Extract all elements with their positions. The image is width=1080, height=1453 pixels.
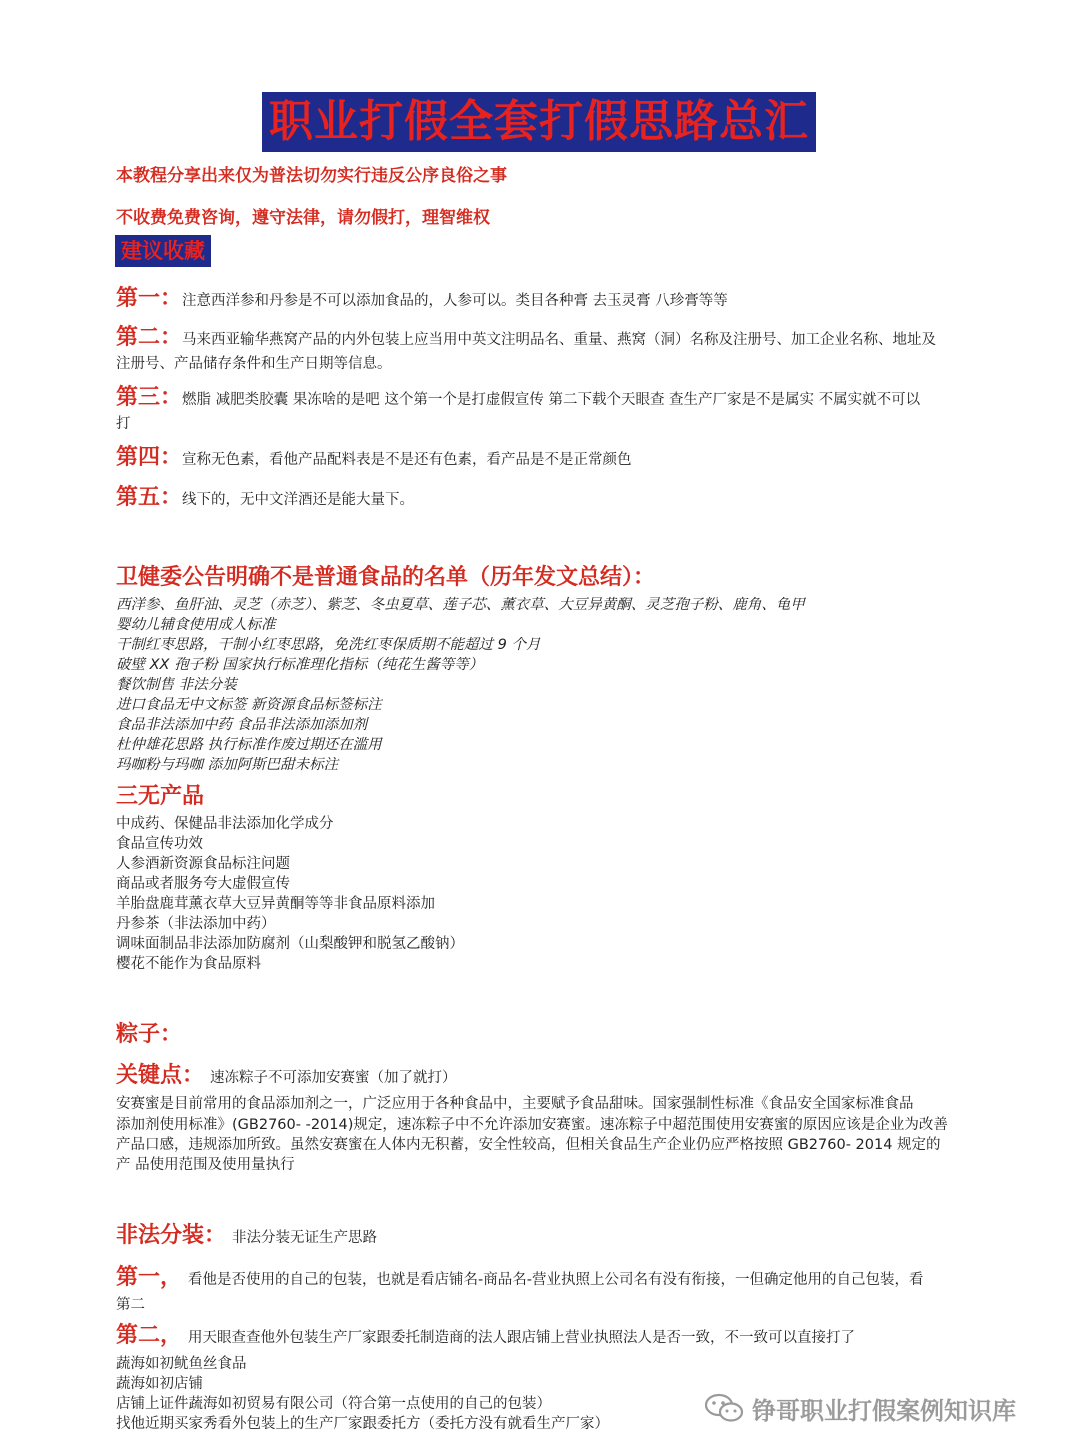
step-2-continued: 注册号、产品储存条件和生产日期等信息。 (116, 356, 392, 372)
page-title: 职业打假全套打假思路总汇 (262, 92, 816, 152)
weijian-item: 进口食品无中文标签 新资源食品标签标注 (116, 697, 382, 713)
feifa-step-2-text: 用天眼查查他外包装生产厂家跟委托制造商的法人跟店铺上营业执照法人是否一致，不一致可以直接打了 (188, 1330, 856, 1346)
feifa-heading-row (116, 1218, 377, 1249)
step-5-text: 线下的，无中文洋酒还是能大量下。 (182, 492, 415, 508)
zongzi-paragraph-line: 产品口感，违规添加所致。虽然安赛蜜在人体内无积蓄，安全性较高，但相关食品生产企业仍应严格按照 GB2760- 2014 规定的 (116, 1137, 941, 1153)
step-1 (116, 281, 728, 312)
feifa-step-1-continued: 第二 (116, 1297, 145, 1313)
bookmark-tag: 建议收藏 (115, 235, 211, 267)
wechat-icon (704, 1392, 744, 1430)
step-1-text: 注意西洋参和丹参是不可以添加食品的，人参可以。类目各种膏 去玉灵膏 八珍膏等等 (182, 293, 728, 309)
feifa-step-1-label: 第一， (116, 1265, 183, 1290)
feifa-step-1 (116, 1260, 923, 1291)
step-3-continued: 打 (116, 416, 131, 432)
sanwu-item: 食品宣传功效 (116, 836, 203, 852)
feifa-item: 蔬海如初鱿鱼丝食品 (116, 1356, 247, 1372)
step-2-label: 第二： (116, 325, 183, 350)
sanwu-item: 调味面制品非法添加防腐剂（山梨酸钾和脱氢乙酸钠） (116, 936, 464, 952)
feifa-item: 找他近期买家秀看外包装上的生产厂家跟委托方（委托方没有就看生产厂家） (116, 1416, 609, 1432)
weijian-item: 玛咖粉与玛咖 添加阿斯巴甜未标注 (116, 757, 339, 773)
watermark-text: 铮哥职业打假案例知识库 (752, 1397, 1016, 1425)
step-4 (116, 440, 632, 471)
step-2-text: 马来西亚输华燕窝产品的内外包装上应当用中英文注明品名、重量、燕窝（洞）名称及注册号、加工企业名称、地址及 (182, 332, 937, 348)
zongzi-key-point (116, 1058, 457, 1089)
weijian-item: 婴幼儿辅食使用成人标准 (116, 617, 276, 633)
step-4-label: 第四： (116, 445, 183, 470)
weijian-item: 干制红枣思路，干制小红枣思路，免洗红枣保质期不能超过 9 个月 (116, 637, 541, 653)
sanwu-item: 中成药、保健品非法添加化学成分 (116, 816, 334, 832)
feifa-item: 店铺上证件蔬海如初贸易有限公司（符合第一点使用的自己的包装） (116, 1396, 551, 1412)
feifa-step-1-text: 看他是否使用的自己的包装，也就是看店铺名-商品名-营业执照上公司名有没有衔接，一但确定他用的自己包装，看 (188, 1272, 924, 1288)
weijian-item: 破壁 XX 孢子粉 国家执行标准理化指标（纯花生酱等等） (116, 657, 484, 673)
sanwu-item: 丹参茶（非法添加中药） (116, 916, 276, 932)
sanwu-item: 羊胎盘鹿茸薰衣草大豆异黄酮等等非食品原料添加 (116, 896, 435, 912)
zongzi-paragraph-line: 产 品使用范围及使用量执行 (116, 1157, 295, 1173)
sanwu-heading: 三无产品 (116, 784, 205, 809)
sanwu-item: 商品或者服务夸大虚假宣传 (116, 876, 290, 892)
zongzi-paragraph-line: 安赛蜜是目前常用的食品添加剂之一，广泛应用于各种食品中，主要赋予食品甜味。国家强制性标准《食品安全国家标准食品 (116, 1096, 914, 1112)
feifa-step-2-label: 第二， (116, 1323, 183, 1348)
step-5 (116, 480, 414, 511)
step-3-text: 燃脂 减肥类胶囊 果冻啥的是吧 这个第一个是打虚假宣传 第二下载个天眼查 查生产厂家是不是属实 不属实就不可以 (182, 392, 921, 408)
sanwu-item: 樱花不能作为食品原料 (116, 956, 261, 972)
zongzi-key-text: 速冻粽子不可添加安赛蜜（加了就打） (210, 1070, 457, 1086)
weijian-item: 西洋参、鱼肝油、灵芝（赤芝）、紫芝、冬虫夏草、莲子芯、薰衣草、大豆异黄酮、灵芝孢子粉、鹿角、龟甲 (116, 597, 805, 613)
weijian-heading: 卫健委公告明确不是普通食品的名单（历年发文总结）： (116, 565, 656, 590)
step-2 (116, 320, 936, 351)
step-3 (116, 380, 920, 411)
step-3-label: 第三： (116, 385, 183, 410)
feifa-step-2 (116, 1318, 855, 1349)
feifa-heading: 非法分装： (116, 1223, 227, 1248)
zongzi-key-label: 关键点： (116, 1063, 205, 1088)
feifa-heading-text: 非法分装无证生产思路 (232, 1230, 378, 1246)
step-5-label: 第五： (116, 485, 183, 510)
weijian-item: 餐饮制售 非法分装 (116, 677, 237, 693)
step-1-label: 第一： (116, 286, 183, 311)
feifa-item: 蔬海如初店铺 (116, 1376, 203, 1392)
step-4-text: 宣称无色素，看他产品配料表是不是还有色素，看产品是不是正常颜色 (182, 452, 632, 468)
sanwu-item: 人参酒新资源食品标注问题 (116, 856, 290, 872)
weijian-item: 食品非法添加中药 食品非法添加添加剂 (116, 717, 368, 733)
intro-line-2: 不收费免费咨询，遵守法律，请勿假打，理智维权 (116, 208, 490, 228)
intro-line-1: 本教程分享出来仅为普法切勿实行违反公序良俗之事 (116, 166, 507, 186)
zongzi-heading: 粽子： (116, 1022, 183, 1047)
zongzi-paragraph-line: 添加剂使用标准》(GB2760- -2014)规定，速冻粽子中不允许添加安赛蜜。速冻粽子中超范围使用安赛蜜的原因应该是企业为改善 (116, 1117, 948, 1133)
weijian-item: 杜仲雄花思路 执行标准作废过期还在滥用 (116, 737, 382, 753)
